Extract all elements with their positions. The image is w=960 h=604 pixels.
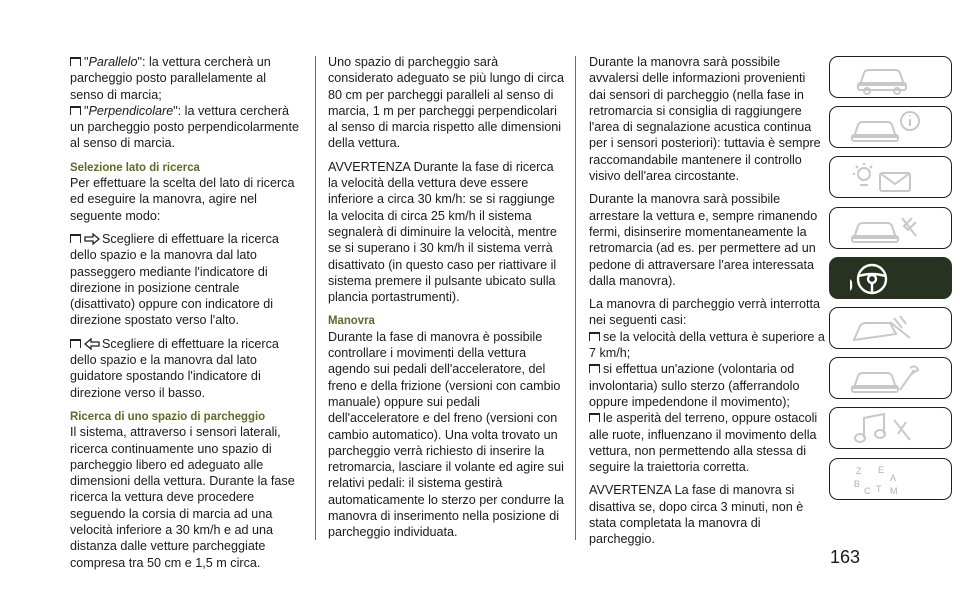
alphabet-index-icon [850,463,930,497]
paragraph: La manovra di parcheggio verrà interrotta nei seguenti casi: [589,297,821,328]
text-column-3 [589,54,825,548]
car-info-icon [850,111,930,145]
svg-text:M: M [890,485,898,496]
car-tools-icon [850,212,930,246]
column-divider [575,56,576,540]
page-number: 163 [830,547,861,567]
svg-text:T: T [876,483,882,494]
tab-driving[interactable] [829,257,952,299]
car-crash-icon [850,312,930,346]
text-column-1 [70,54,302,571]
tab-index[interactable] [829,458,952,500]
tab-multimedia[interactable] [829,407,952,449]
bullet-item: si effettua un'azione (volontaria od involontaria) sullo sterzo (afferrandolo oppure impedendone il movimento); [589,362,800,409]
arrow-right-icon [84,233,100,245]
text-column-2 [328,54,564,541]
paragraph: Durante la manovra sarà possibile arrestare la vettura e, sempre rimanendo fermi, disinserire momentaneamente la retromarcia (ad es. per permettere ad un pedone di attraversare l'area interessata dalla manovra). [589,192,818,288]
svg-text:B: B [854,478,861,489]
chapter-tabs [829,56,952,508]
bullet-icon [70,339,81,348]
car-icon [850,61,930,95]
music-icon [850,412,930,446]
steering-wheel-key-icon [850,262,930,296]
warning-light-mail-icon [850,161,930,195]
bullet-passenger-side: Scegliere di effettuare la ricerca dello spazio e la manovra dal lato passeggero mediante l'indicatore di direzione in posizione centrale (disattivato) oppure con indicatore di direzione spostato verso l'alto. [70,231,279,328]
paragraph: Per effettuare la scelta del lato di ricerca ed eseguire la manovra, agire nel seguente modo: [70,176,295,223]
section-heading: Manovra [328,313,375,328]
bullet-parallelo: "Parallelo": la vettura cercherà un parcheggio posto parallelamente al senso di marcia; [70,55,271,102]
warning-paragraph: AVVERTENZA La fase di manovra si disattiva se, dopo circa 3 minuti, non è stata completata la manovra di parcheggio. [589,483,804,547]
bullet-icon [70,106,81,115]
bullet-perpendicolare: "Perpendicolare": la vettura cercherà un parcheggio posto perpendicolarmente al senso di marcia. [70,103,299,151]
warning-paragraph: AVVERTENZA Durante la fase di ricerca la velocità della vettura deve essere inferiore a circa 30 km/h: se si raggiunge la velocita di circa 25 km/h il sistema segnalerà di diminuire la velocità, mentre se si superano i 30 km/h il sistema verrà disattivato (in questo caso per riattivare il sistema premere il pulsante ubicato sulla plancia portastrumenti). [328,159,557,305]
svg-text:A: A [890,472,897,483]
bullet-icon [70,234,81,243]
bullet-icon [70,57,81,66]
car-wrench-icon [850,362,930,396]
section-heading: Ricerca di uno spazio di parcheggio [70,408,266,423]
tab-warning-lights[interactable] [829,156,952,198]
tab-emergency[interactable] [829,307,952,349]
bullet-driver-side: Scegliere di effettuare la ricerca dello spazio e la manovra dal lato guidatore spostando l'indicatore di direzione verso il basso. [70,336,279,400]
tab-car[interactable] [829,56,952,98]
svg-text:E: E [878,464,885,475]
paragraph: Durante la manovra sarà possibile avvalersi delle informazioni provenienti dai sensori di parcheggio (nella fase in retromarcia si consiglia di raggiungere l'area di segnalazione acustica continua per i sensori posteriori): tuttavia è sempre raccomandabile mantenere il controllo visivo dell'area circostante. [589,55,821,184]
paragraph: Durante la fase di manovra è possibile controllare i movimenti della vettura agendo sui pedali dell'acceleratore, del freno e della frizione (versioni con cambio manuale) oppure sui pedali dell'acceleratore e del freno (versioni con cambio automatico). Una volta trovato un parcheggio verrà richiesto di inserire la retromarcia, lasciare il volante ed agire sui relativi pedali: il sistema gestirà automaticamente lo sterzo per condurre la manovra di inserimento nella posizione di parcheggio individuata. [328,329,564,540]
tab-maintenance[interactable] [829,357,952,399]
bullet-item: se la velocità della vettura è superiore a 7 km/h; [589,329,825,361]
column-divider [315,56,316,540]
bullet-icon [589,332,600,341]
paragraph: Il sistema, attraverso i sensori laterali, ricerca continuamente uno spazio di parcheggio libero ed adeguato alle dimensioni della vettura. Durante la fase ricerca la vettura deve procedere seguendo la corsia di marcia ad una velocità inferiore a 30 km/h e ad una distanza dalle vetture parcheggiate compresa tra 50 cm e 1,5 m circa. [70,425,295,570]
tab-car-info[interactable] [829,106,952,148]
tab-car-tools[interactable] [829,207,952,249]
svg-text:C: C [864,485,871,496]
svg-text:Z: Z [856,465,862,476]
bullet-icon [589,413,600,422]
bullet-item: le asperità del terreno, oppure ostacoli alle ruote, influenzano il movimento della vettura, non permettendo alla stessa di seguire la traiettoria corretta. [589,411,818,475]
section-heading: Selezione lato di ricerca [70,159,200,174]
arrow-left-icon [84,338,100,350]
bullet-icon [589,364,600,373]
paragraph: Uno spazio di parcheggio sarà considerato adeguato se più lungo di circa 80 cm per parcheggi paralleli al senso di marcia, 1 m per parcheggi perpendicolari al senso di marcia rispetto alle dimensioni della vettura. [328,55,564,151]
